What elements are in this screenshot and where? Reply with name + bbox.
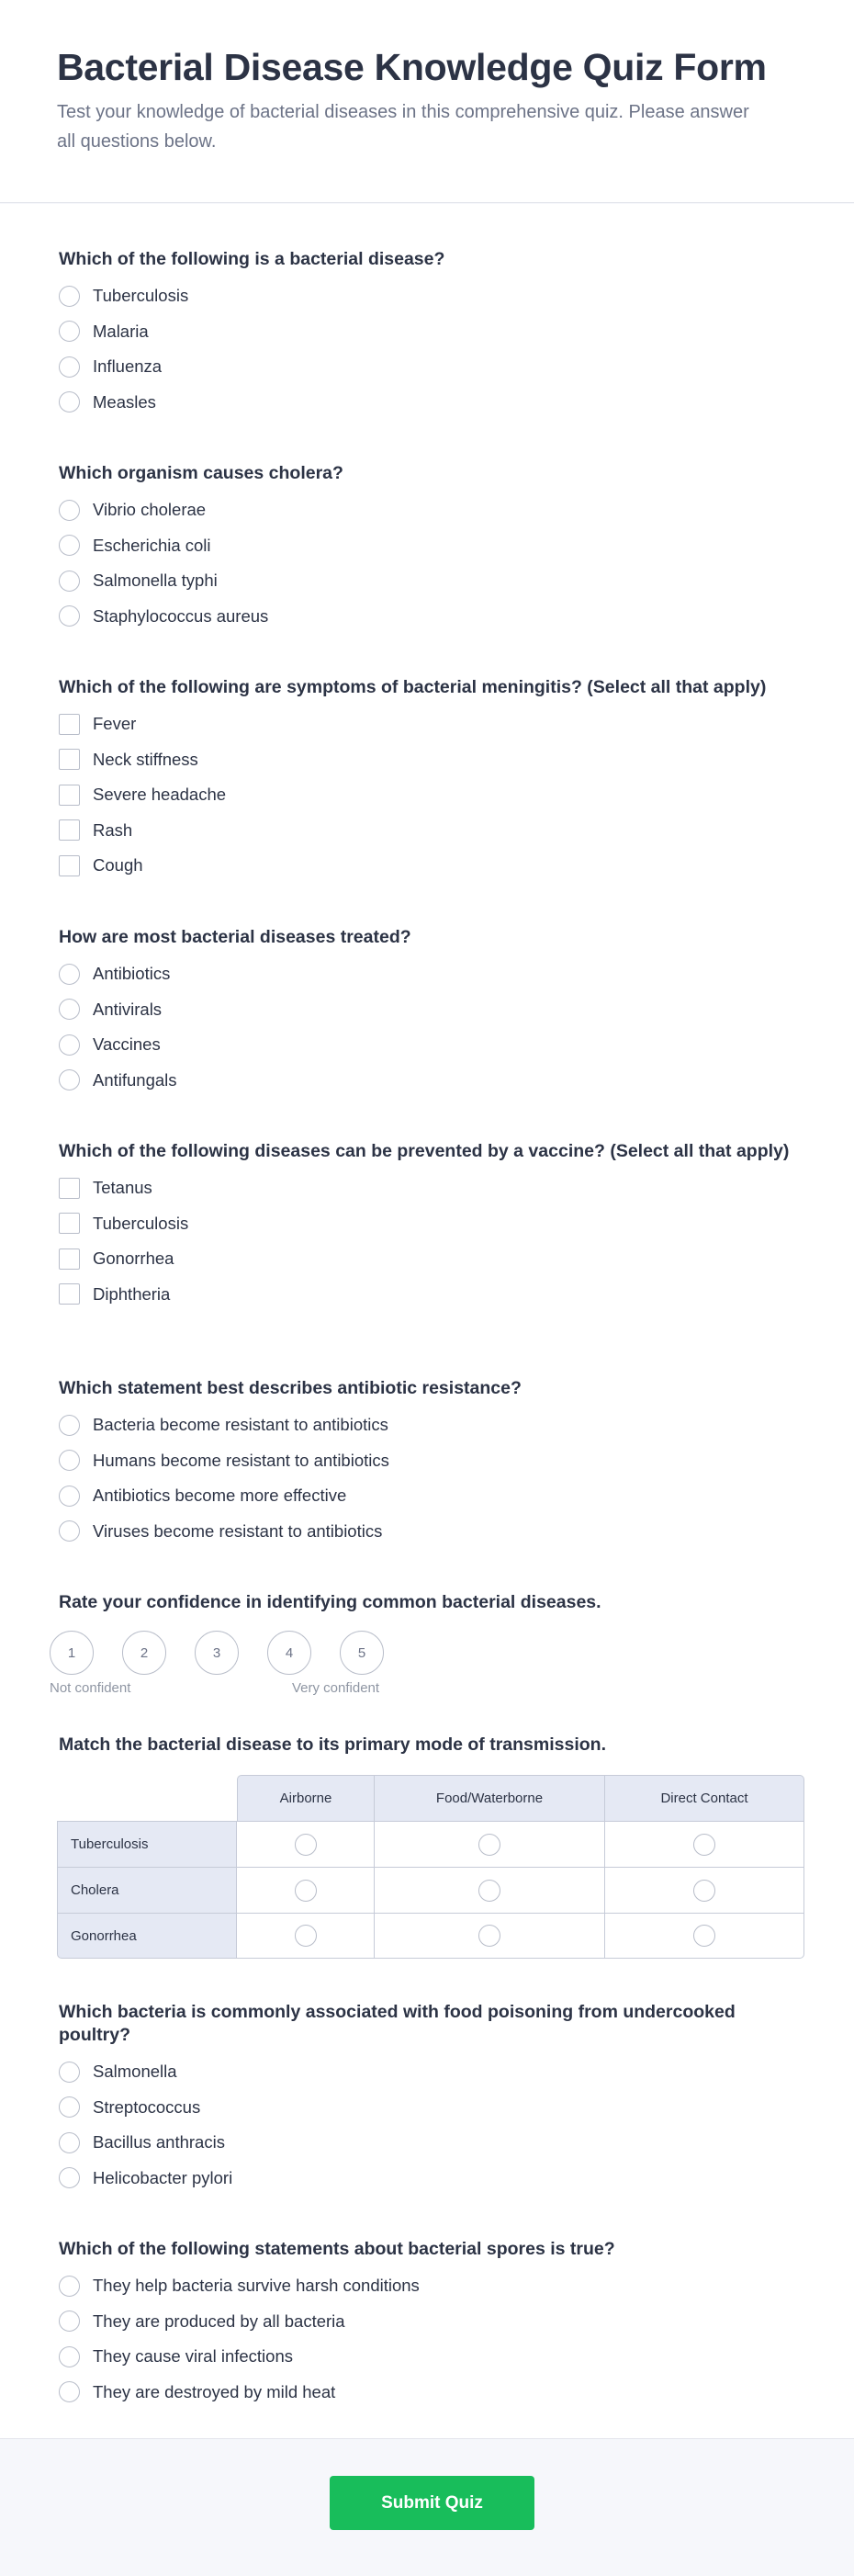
option-label: Malaria (93, 321, 149, 341)
option-label: Fever (93, 714, 137, 734)
radio-button[interactable] (295, 1925, 317, 1947)
option-label: Tuberculosis (93, 286, 189, 306)
form-title: Bacterial Disease Knowledge Quiz Form (57, 46, 767, 88)
option-vaccines[interactable] (59, 1027, 803, 1063)
question-confidence-rating (50, 1591, 803, 1699)
radio-button[interactable] (59, 2346, 80, 2367)
option-label: Salmonella (93, 2062, 177, 2082)
form-body (0, 204, 854, 2438)
radio-button[interactable] (59, 964, 80, 985)
rating-low-label: Not confident (50, 1680, 131, 1696)
matrix-column-food-waterborne: Food/Waterborne (375, 1775, 605, 1821)
option-label: They are destroyed by mild heat (93, 2381, 336, 2401)
matrix-cell (375, 1913, 605, 1959)
option-label: Escherichia coli (93, 535, 211, 555)
rating-legend (50, 1680, 803, 1699)
transmission-matrix (57, 1775, 804, 1963)
rating-option-1[interactable]: 1 (50, 1631, 94, 1675)
option-bacillus-anthracis[interactable] (59, 2125, 803, 2161)
option-label: Influenza (93, 356, 163, 377)
option-humans-resistant[interactable] (59, 1443, 803, 1479)
option-escherichia-coli[interactable] (59, 528, 803, 564)
option-label: Vaccines (93, 1034, 161, 1055)
submit-quiz-button[interactable]: Submit Quiz (330, 2476, 534, 2530)
option-label: Staphylococcus aureus (93, 605, 269, 626)
option-salmonella[interactable] (59, 2054, 803, 2090)
radio-button[interactable] (59, 321, 80, 342)
option-streptococcus[interactable] (59, 2090, 803, 2126)
option-antivirals[interactable] (59, 992, 803, 1028)
question-vaccine-preventable (59, 1140, 803, 1312)
option-label: Severe headache (93, 785, 227, 805)
radio-button[interactable] (478, 1925, 500, 1947)
option-label: Antifungals (93, 1069, 177, 1090)
checkbox[interactable] (59, 1213, 80, 1234)
option-label: Diphtheria (93, 1283, 171, 1304)
radio-button[interactable] (59, 2096, 80, 2118)
option-neck-stiffness[interactable] (59, 742, 803, 778)
option-severe-headache[interactable] (59, 777, 803, 813)
radio-button[interactable] (295, 1880, 317, 1902)
option-tuberculosis[interactable] (59, 1206, 803, 1242)
option-gonorrhea[interactable] (59, 1241, 803, 1277)
form-header (0, 0, 854, 203)
radio-button[interactable] (59, 571, 80, 592)
question-bacterial-spores (59, 2238, 803, 2410)
radio-button[interactable] (59, 1034, 80, 1056)
option-antifungals[interactable] (59, 1063, 803, 1099)
option-fever[interactable] (59, 706, 803, 742)
option-label: Cough (93, 855, 143, 876)
option-survive-harsh[interactable] (59, 2268, 803, 2304)
rating-high-label: Very confident (292, 1680, 380, 1696)
question-label: Which of the following is a bacterial disease? (59, 249, 445, 269)
option-influenza[interactable] (59, 349, 803, 385)
option-tuberculosis[interactable] (59, 278, 803, 314)
matrix-cell (237, 1821, 375, 1867)
option-mild-heat[interactable] (59, 2375, 803, 2411)
option-label: Antivirals (93, 999, 163, 1019)
option-salmonella-typhi[interactable] (59, 563, 803, 599)
radio-button[interactable] (59, 2381, 80, 2402)
option-label: They are produced by all bacteria (93, 2310, 345, 2331)
question-antibiotic-resistance (59, 1377, 803, 1549)
rating-option-3[interactable]: 3 (195, 1631, 239, 1675)
option-label: Helicobacter pylori (93, 2167, 233, 2187)
question-label: Which bacteria is commonly associated with food poisoning from undercooked poultry? (59, 2002, 736, 2045)
matrix-row-cholera: Cholera (57, 1867, 237, 1913)
question-label: Match the bacterial disease to its primary mode of transmission. (59, 1734, 607, 1755)
question-poultry-bacteria (59, 2001, 803, 2196)
checkbox[interactable] (59, 1178, 80, 1199)
question-bacterial-disease (59, 248, 803, 420)
question-label: How are most bacterial diseases treated? (59, 927, 411, 947)
checkbox[interactable] (59, 785, 80, 806)
rating-scale (50, 1631, 803, 1675)
option-diphtheria[interactable] (59, 1277, 803, 1313)
rating-option-5[interactable]: 5 (340, 1631, 384, 1675)
matrix-cell (605, 1821, 804, 1867)
radio-button[interactable] (59, 1069, 80, 1090)
option-vibrio-cholerae[interactable] (59, 492, 803, 528)
option-label: Bacteria become resistant to antibiotics (93, 1415, 388, 1435)
radio-button[interactable] (59, 1415, 80, 1436)
matrix-corner (57, 1775, 237, 1821)
matrix-column-direct-contact: Direct Contact (605, 1775, 804, 1821)
option-all-bacteria[interactable] (59, 2304, 803, 2340)
option-label: Gonorrhea (93, 1248, 174, 1269)
radio-button[interactable] (59, 999, 80, 1020)
question-meningitis-symptoms (59, 676, 803, 884)
option-antibiotics-effective[interactable] (59, 1478, 803, 1514)
option-label: Vibrio cholerae (93, 500, 207, 520)
option-antibiotics[interactable] (59, 956, 803, 992)
matrix-cell (605, 1913, 804, 1959)
option-bacteria-resistant[interactable] (59, 1407, 803, 1443)
option-measles[interactable] (59, 385, 803, 421)
radio-button[interactable] (59, 391, 80, 412)
question-label: Which of the following are symptoms of bacterial meningitis? (Select all that apply) (59, 677, 767, 697)
radio-button[interactable] (59, 1520, 80, 1542)
radio-button[interactable] (59, 1486, 80, 1507)
matrix-row-gonorrhea: Gonorrhea (57, 1913, 237, 1959)
option-label: Bacillus anthracis (93, 2132, 225, 2152)
checkbox[interactable] (59, 714, 80, 735)
option-label: Viruses become resistant to antibiotics (93, 1520, 383, 1541)
option-label: Antibiotics (93, 964, 171, 984)
option-tetanus[interactable] (59, 1170, 803, 1206)
option-viruses-resistant[interactable] (59, 1514, 803, 1550)
radio-button[interactable] (59, 2062, 80, 2083)
radio-button[interactable] (59, 2132, 80, 2153)
form-footer (0, 2438, 854, 2576)
rating-option-2[interactable]: 2 (122, 1631, 166, 1675)
option-label: Humans become resistant to antibiotics (93, 1450, 389, 1470)
radio-button[interactable] (693, 1834, 715, 1856)
option-rash[interactable] (59, 813, 803, 849)
radio-button[interactable] (59, 2167, 80, 2188)
option-label: Tuberculosis (93, 1213, 189, 1233)
radio-button[interactable] (295, 1834, 317, 1856)
radio-button[interactable] (59, 1450, 80, 1471)
option-staphylococcus-aureus[interactable] (59, 599, 803, 635)
option-viral-infections[interactable] (59, 2339, 803, 2375)
rating-option-4[interactable]: 4 (267, 1631, 311, 1675)
checkbox[interactable] (59, 1283, 80, 1305)
question-label: Which organism causes cholera? (59, 463, 343, 483)
option-cough[interactable] (59, 848, 803, 884)
matrix-cell (605, 1867, 804, 1913)
question-label: Which of the following diseases can be prevented by a vaccine? (Select all that apply) (59, 1141, 790, 1161)
option-label: Salmonella typhi (93, 571, 218, 591)
radio-button[interactable] (478, 1834, 500, 1856)
option-label: Rash (93, 819, 133, 840)
option-label: They cause viral infections (93, 2346, 293, 2367)
checkbox[interactable] (59, 749, 80, 770)
question-label: Which of the following statements about bacterial spores is true? (59, 2239, 615, 2259)
radio-button[interactable] (59, 356, 80, 378)
form-subtitle: Test your knowledge of bacterial diseases in this comprehensive quiz. Please answer all questions below. (57, 102, 749, 152)
radio-button[interactable] (59, 2276, 80, 2297)
radio-button[interactable] (59, 2310, 80, 2332)
radio-button[interactable] (693, 1880, 715, 1902)
option-label: Measles (93, 391, 156, 412)
option-label: Antibiotics become more effective (93, 1486, 347, 1506)
radio-button[interactable] (478, 1880, 500, 1902)
matrix-cell (237, 1867, 375, 1913)
option-label: Streptococcus (93, 2096, 201, 2117)
option-malaria[interactable] (59, 314, 803, 350)
option-label: Neck stiffness (93, 749, 198, 769)
question-treatment (59, 926, 803, 1098)
radio-button[interactable] (693, 1925, 715, 1947)
radio-button[interactable] (59, 605, 80, 627)
matrix-column-airborne: Airborne (237, 1775, 375, 1821)
matrix-cell (237, 1913, 375, 1959)
question-label: Rate your confidence in identifying common bacterial diseases. (59, 1592, 601, 1612)
checkbox[interactable] (59, 855, 80, 876)
matrix-cell (375, 1821, 605, 1867)
matrix-cell (375, 1867, 605, 1913)
question-cholera-organism (59, 462, 803, 634)
checkbox[interactable] (59, 819, 80, 841)
radio-button[interactable] (59, 500, 80, 521)
radio-button[interactable] (59, 535, 80, 556)
question-transmission-matrix (59, 1734, 803, 1757)
matrix-row-tuberculosis: Tuberculosis (57, 1821, 237, 1867)
radio-button[interactable] (59, 286, 80, 307)
option-label: Tetanus (93, 1178, 152, 1198)
option-label: They help bacteria survive harsh conditions (93, 2276, 420, 2296)
checkbox[interactable] (59, 1248, 80, 1270)
question-label: Which statement best describes antibiotic resistance? (59, 1378, 522, 1398)
option-helicobacter-pylori[interactable] (59, 2161, 803, 2197)
